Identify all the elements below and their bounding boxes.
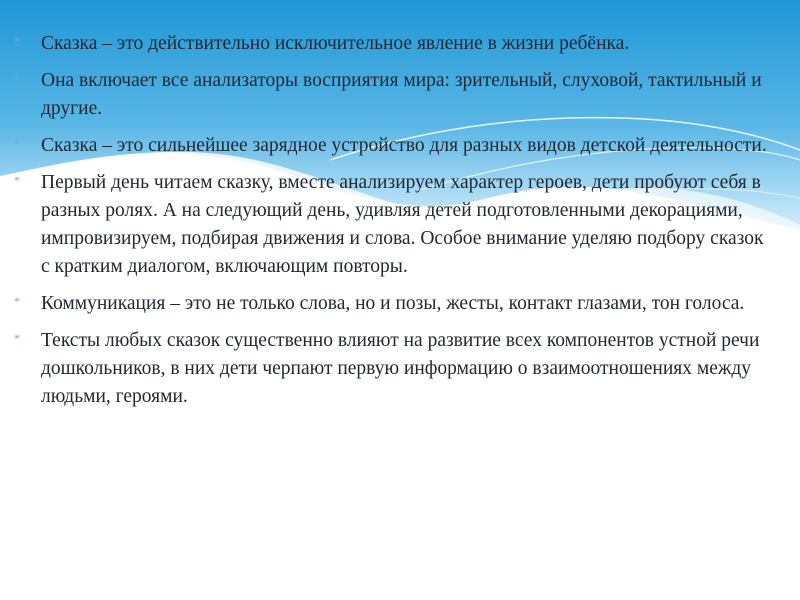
bullet-item <box>14 169 774 281</box>
bullet-text: Коммуникация – это не только слова, но и позы, жесты, контакт глазами, тон голоса. <box>41 293 745 314</box>
bullet-item <box>14 132 774 160</box>
bullet-text: Сказка – это действительно исключительное явление в жизни ребёнка. <box>41 33 630 54</box>
bullet-item <box>14 327 774 411</box>
bullet-text: Она включает все анализаторы восприятия мира: зрительный, слуховой, тактильный и другие. <box>41 70 762 119</box>
bullet-star-icon: * <box>14 294 20 308</box>
bullet-item <box>14 30 774 58</box>
bullet-item <box>14 67 774 123</box>
bullet-star-icon: * <box>14 173 20 187</box>
bullet-star-icon: * <box>14 331 20 345</box>
slide-content <box>14 30 774 420</box>
bullet-star-icon: * <box>14 34 20 48</box>
bullet-star-icon: * <box>14 71 20 85</box>
bullet-text: Первый день читаем сказку, вместе анализируем характер героев, дети пробуют себя в разных ролях. А на следующий день, удивляя детей подготовленными декорациями, импровизируем, подбирая движения и слова. Особое внимание уделяю подбору сказок с кратким диалогом, включающим повторы. <box>41 172 764 277</box>
bullet-text: Сказка – это сильнейшее зарядное устройство для разных видов детской деятельности. <box>41 135 767 156</box>
bullet-star-icon: * <box>14 136 20 150</box>
bullet-text: Тексты любых сказок существенно влияют на развитие всех компонентов устной речи дошкольников, в них дети черпают первую информацию о взаимоотношениях между людьми, героями. <box>41 330 760 407</box>
bullet-list <box>14 30 774 411</box>
bullet-item <box>14 290 774 318</box>
